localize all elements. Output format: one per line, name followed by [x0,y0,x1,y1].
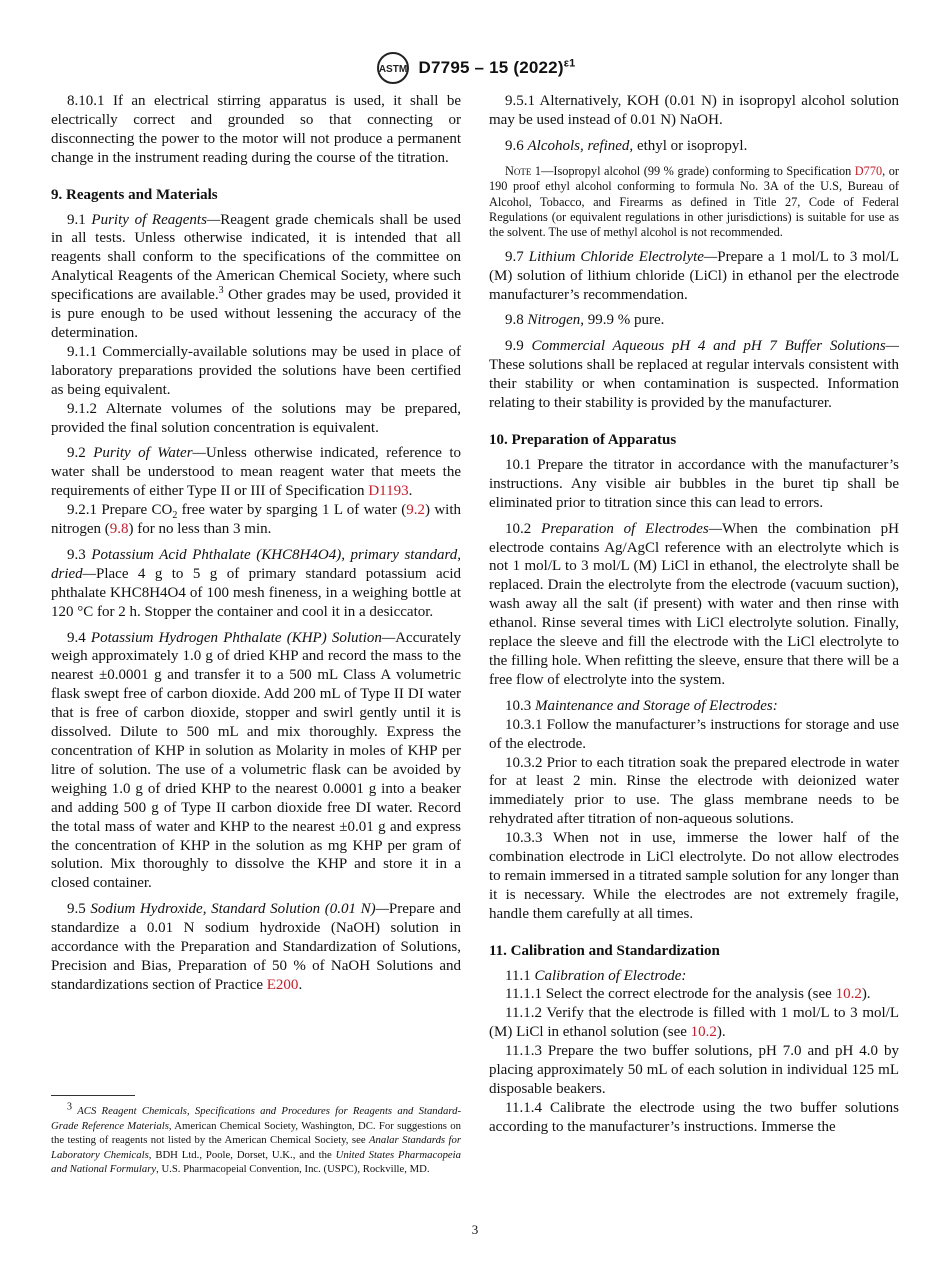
section-heading-9: 9. Reagents and Materials [51,186,218,203]
ref-e200-link[interactable]: E200 [266,976,299,993]
left-column [51,92,461,995]
ref-9-2-link[interactable]: 9.2 [406,502,425,519]
paragraph-9-7: 9.7 Lithium Chloride Electrolyte—Prepare a 1 mol/L to 3 mol/L (M) solution of lithium chloride (LiCl) in ethanol per the electrode manufacturer’s recommendation. [489,248,900,303]
paragraph-8-10-1: 8.10.1 If an electrical stirring apparatus is used, it shall be electrically correct and grounded so that connecting or disconnecting the power to the motor will not produce a permanent change in the instrument reading during the course of the titration. [51,93,461,166]
note-1: Note 1—Isopropyl alcohol (99 % grade) conforming to Specification D770, or 190 proof ethyl alcohol conforming to formula No. 3A of the U.S, Bureau of Alcohol, Tobacco, and Firearms as defined in Title 27, Code of Federal Regulations (or equivalent regulations in other jurisdictions) is suitable for use as the solvent. The use of methyl alcohol is not recommended. [489,163,899,240]
paragraph-11-1-2: 11.1.2 Verify that the electrode is filled with 1 mol/L to 3 mol/L (M) LiCl in ethanol solution (see 10.2). [489,1005,899,1041]
paragraph-11-1: 11.1 Calibration of Electrode: [505,967,687,984]
paragraph-10-1: 10.1 Prepare the titrator in accordance with the manufacturer’s instructions. Any visible air bubbles in the buret tip shall be eliminated prior to titration since this can lead to errors. [489,456,899,511]
paragraph-9-4: 9.4 Potassium Hydrogen Phthalate (KHP) Solution—Accurately weigh approximately 1.0 g of dried KHP and record the mass to the nearest ±0.0001 g and transfer it to a 500 mL Class A volumetric flask swept free of carbon dioxide. Add 200 mL of Type II DI water that is free of carbon dioxide, stopper and swirl gently until it is dissolved. Dilute to 500 mL and mix thoroughly. Express the concentration of KHP in solution as Molarity in moles of KHP per litre of solution. The use of a volumetric flask can be avoided by weighing 1.0 g of dried KHP to the nearest 0.0001 g into a beaker and adding 500 g of Type II carbon dioxide free DI water. Record the total mass of water and KHP to the nearest ±0.01 g and express the concentration of KHP in the solution as mg KHP per gram of solution. Mix thoroughly to dissolve the KHP and store it in a closed container. [51,629,461,892]
paragraph-11-1-3: 11.1.3 Prepare the two buffer solutions, pH 7.0 and pH 4.0 by placing approximately 50 mL of each solution in individual 125 mL disposable beakers. [489,1043,899,1097]
footnote-3: $^3$ ACS Reagent Chemicals, Specifications and Procedures for Reagents and Standard-Grade Reference Materials, American Chemical Society, Washington, DC. For suggestions on the testing of reagents not listed by the American Chemical Society, see Analar Standards for Laboratory Chemicals, BDH Ltd., Poole, Dorset, U.K., and the United States Pharmacopeia and National Formulary, U.S. Pharmacopeial Convention, Inc. (USPC), Rockville, MD. [51,1101,462,1175]
paragraph-10-3-3: 10.3.3 When not in use, immerse the lower half of the combination electrode in LiCl electrolyte. Do not allow electrodes to remain immersed in a titrated sample solution for any longer than it is necessary. While the electrodes are not extremely fragile, handle them carefully at all times. [489,830,899,922]
paragraph-11-1-4: 11.1.4 Calibrate the electrode using the two buffer solutions according to the manufacturer’s instructions. Immerse the [489,1099,899,1135]
section-heading-10: 10. Preparation of Apparatus [489,432,677,448]
paragraph-9-2: 9.2 Purity of Water—Unless otherwise indicated, reference to water shall be understood to mean reagent water that meets the requirements of either Type II or III of Specification D1193. [51,445,462,500]
paragraph-10-3: 10.3 Maintenance and Storage of Electrodes: [505,697,778,714]
paragraph-9-8: 9.8 Nitrogen, 99.9 % pure. [505,312,665,329]
footnote-divider [51,1095,135,1096]
paragraph-9-9: 9.9 Commercial Aqueous pH 4 and pH 7 Buffer Solutions—These solutions shall be replaced at regular intervals consistent with their stability or when contamination is suspected. Information relating to their stability is provided by the manufacturer. [489,338,899,412]
svg-text:ASTM: ASTM [378,64,407,75]
ref-d770-link[interactable]: D770 [854,163,883,178]
paragraph-9-5: 9.5 Sodium Hydroxide, Standard Solution (0.01 N)—Prepare and standardize a 0.01 N sodium hydroxide (NaOH) solution in accordance with the Preparation and Standardization of Solutions, Precision and Bias, Preparation of 50 % of NaOH Solutions and standardizations section of Practice E200. [51,901,461,993]
paragraph-9-6: 9.6 Alcohols, refined, ethyl or isopropyl. [505,137,748,154]
paragraph-9-5-1: 9.5.1 Alternatively, KOH (0.01 N) in isopropyl alcohol solution may be used instead of 0.01 N) NaOH. [489,93,899,128]
paragraph-10-3-2: 10.3.2 Prior to each titration soak the prepared electrode in water for at least 2 min. Rinse the electrode with deionized water immediately prior to use. The glass membrane needs to be rehydrated after titration of non-aqueous solutions. [489,754,899,828]
paragraph-11-1-1: 11.1.1 Select the correct electrode for the analysis (see 10.2). [505,986,871,1003]
page-header [0,50,950,86]
paragraph-9-3: 9.3 Potassium Acid Phthalate (KHC8H4O4), primary standard, dried—Place 4 g to 5 g of primary standard potassium acid phthalate KHC8H4O4 of 100 mesh fineness, in a weighing bottle at 120 °C for 2 h. Stopper the container and cool it in a desiccator. [51,546,462,620]
footnote-marker[interactable]: 3 [218,285,224,297]
paragraph-9-2-1: 9.2.1 Prepare $CO_2$ free water by sparging 1 L of water (9.2) with nitrogen (9.8) for no less than 3 min. [51,502,461,538]
ref-d1193-link[interactable]: D1193 [368,483,409,500]
ref-10-2-link[interactable]: 10.2 [835,986,862,1003]
paragraph-9-1: 9.1 Purity of Reagents—Reagent grade chemicals shall be used in all tests. Unless otherwise indicated, it is intended that all reagents shall conform to the specifications of the committee on Analytical Reagents of the American Chemical Society, where such specifications are available.$^3$ Other grades may be used, provided it is pure enough to be used without lessening the accuracy of the determination. [51,211,461,341]
page-number: 3 [471,1222,479,1237]
right-column [489,92,899,1137]
document-designation: D7795 – 15 $(2022)^{\varepsilon 1}$ [418,57,576,77]
ref-10-2-link[interactable]: 10.2 [690,1024,717,1041]
paragraph-10-2: 10.2 Preparation of Electrodes—When the combination pH electrode contains Ag/AgCl reference with an electrolyte which is not 1 mol/L to 3 mol/L (M) LiCl in ethanol, the electrolyte shall be replaced. Drain the electrolyte from the electrode (vacuum suction), wash away all the salt (if present) with water and then rinse with ethanol. Rinse several times with LiCl electrolyte solution. Finally, replace the sleeve and fill the electrode with the LiCl electrolyte to the filling hole. When refitting the sleeve, ensure that there will be a free flow of electrolyte into the system. [489,520,900,688]
section-heading-11: 11. Calibration and Standardization [489,942,720,959]
paragraph-9-1-1: 9.1.1 Commercially-available solutions may be used in place of laboratory preparations provided the solutions have been certified as being equivalent. [51,343,461,398]
astm-logo-icon [375,51,411,85]
ref-9-8-link[interactable]: 9.8 [109,521,129,538]
paragraph-10-3-1: 10.3.1 Follow the manufacturer’s instructions for storage and use of the electrode. [489,716,899,752]
paragraph-9-1-2: 9.1.2 Alternate volumes of the solutions may be prepared, provided the final solution concentration is equivalent. [51,400,461,436]
